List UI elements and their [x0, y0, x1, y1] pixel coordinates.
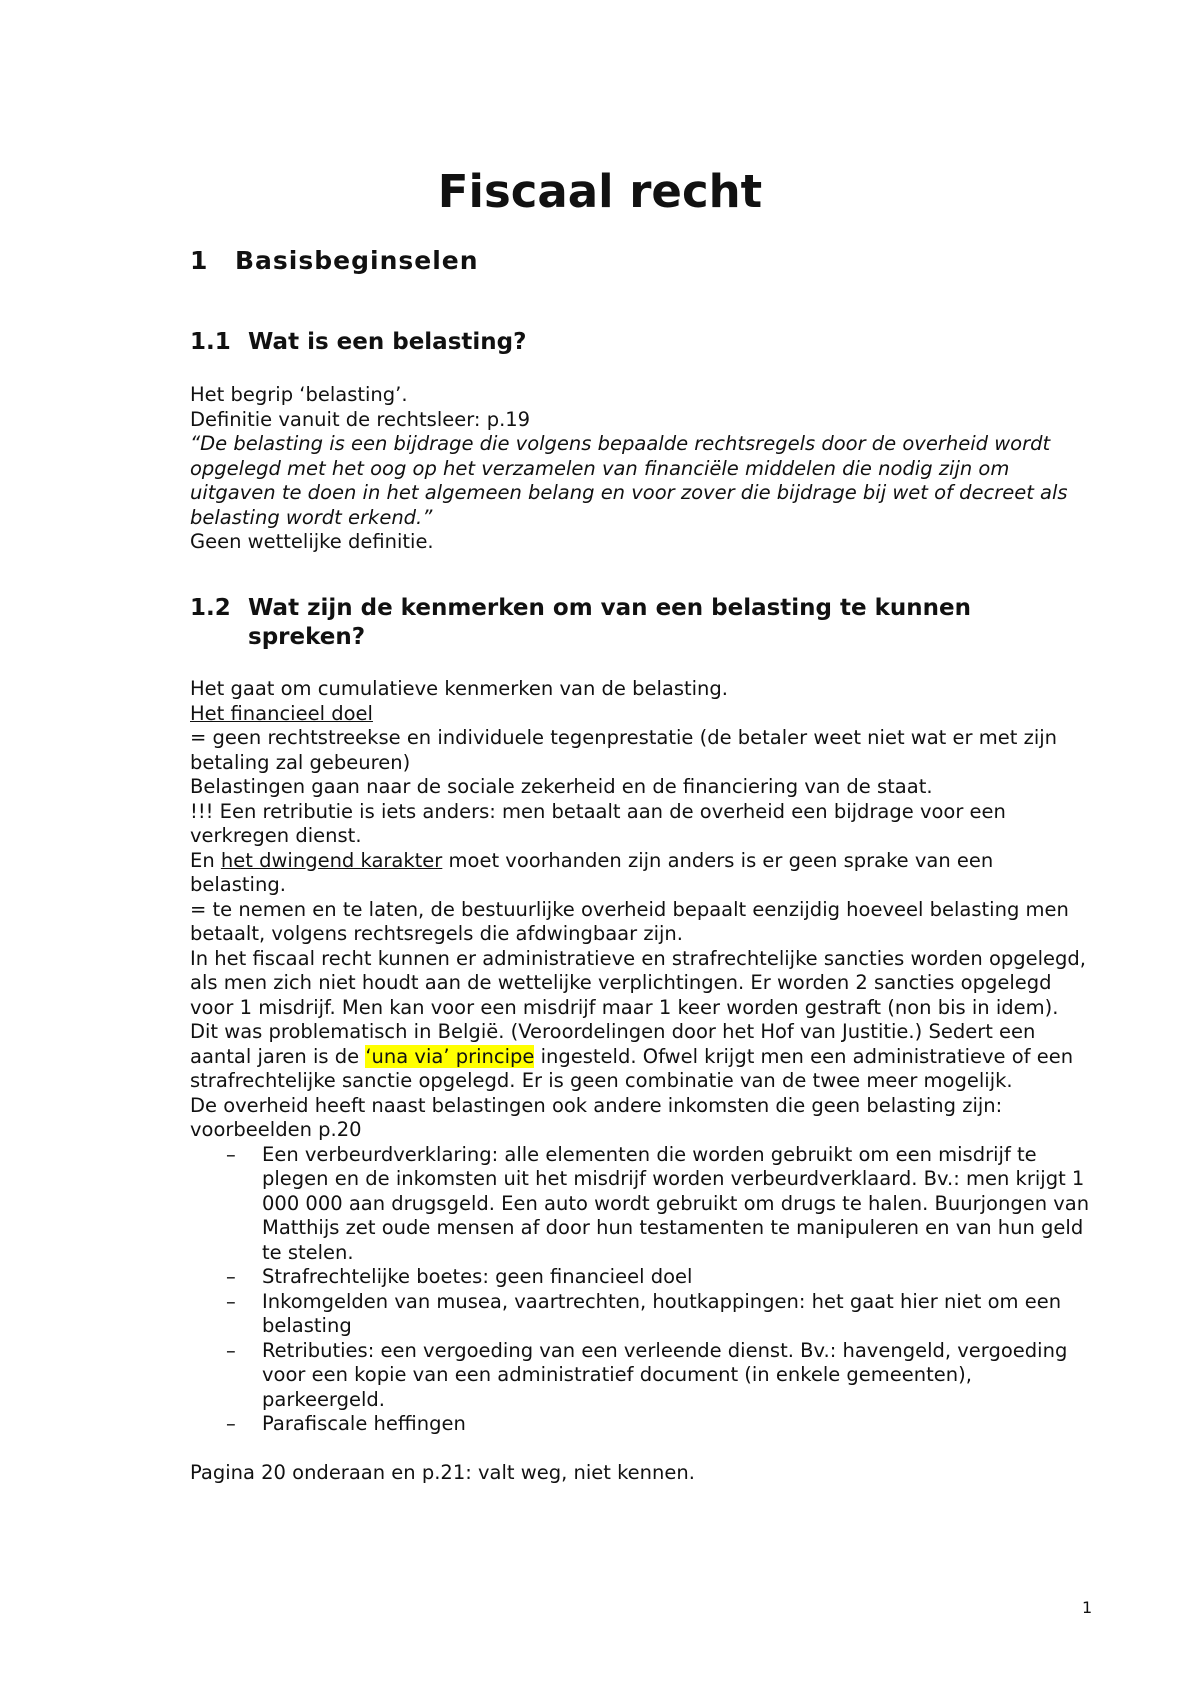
- dash-bullet: –: [226, 1338, 236, 1362]
- underlined-term: het dwingend karakter: [220, 848, 443, 872]
- highlighted-term: ‘una via’ principe: [365, 1044, 535, 1068]
- list-item-text: Een verbeurdverklaring: alle elementen die worden gebruikt om een misdrijf te plegen en de inkomsten uit het misdrijf worden verbeurdverklaard. Bv.: men krijgt 1 000 000 aan drugsgeld. Een auto wordt gebruikt om drugs te halen. Buurjongen van Matthijs zet oude mensen af door hun testamenten te manipuleren en van hun geld te stelen.: [262, 1142, 1090, 1264]
- text-run: In het fiscaal recht kunnen er administratieve en strafrechtelijke sancties worden opgelegd, als men zich niet houdt aan de wettelijke verplichtingen. Er worden 2 sancties opgelegd voor 1 misdrijf. Men kan voor een misdrijf maar 1 keer worden gestraft (non bis in idem). Dit was problematisch in België. (Veroordelingen door het Hof van Justitie.) Sedert een aantal jaren is de: [190, 946, 1087, 1068]
- section-1-2-body: [190, 677, 1090, 1485]
- list-item-text: Inkomgelden van musea, vaartrechten, houtkappingen: het gaat hier niet om een belasting: [262, 1289, 1062, 1337]
- paragraph: De overheid heeft naast belastingen ook andere inkomsten die geen belasting zijn: voorbeelden p.20: [190, 1093, 1003, 1141]
- section-number: 1.1: [190, 329, 231, 355]
- section-heading-1-1: [190, 328, 526, 357]
- dash-bullet: –: [226, 1265, 236, 1288]
- paragraph: Geen wettelijke definitie.: [190, 530, 434, 553]
- section-title-line1: Wat zijn de kenmerken om van een belasting te kunnen: [248, 595, 972, 621]
- section-title: Wat is een belasting?: [248, 329, 527, 355]
- text-run: ingesteld. Ofwel krijgt men een administratieve of een strafrechtelijke sanctie opgelegd. Er is geen combinatie van de twee meer mogelijk.: [190, 1044, 1074, 1092]
- section-1-1-body: [190, 383, 1090, 555]
- list-item: [190, 1290, 1090, 1339]
- list-item: [190, 1339, 1090, 1413]
- dash-bullet: –: [226, 1142, 236, 1166]
- text-run: En: [190, 848, 221, 872]
- section-number: 1.2: [190, 595, 231, 621]
- chapter-number: 1: [190, 246, 209, 275]
- chapter-heading: [190, 244, 479, 278]
- examples-list: [190, 1143, 1090, 1437]
- page-number: 1: [1082, 1598, 1093, 1617]
- paragraph: Het begrip ‘belasting’.: [190, 383, 408, 406]
- text-run: moet voorhanden zijn anders is er geen sprake van een belasting.: [190, 848, 994, 896]
- section-title-line2: spreken?: [248, 624, 366, 650]
- closing-note: Pagina 20 onderaan en p.21: valt weg, niet kennen.: [190, 1460, 695, 1484]
- paragraph: !!! Een retributie is iets anders: men betaalt aan de overheid een bijdrage voor een verkregen dienst.: [190, 799, 1006, 847]
- dash-bullet: –: [226, 1289, 236, 1313]
- paragraph: Belastingen gaan naar de sociale zekerheid en de financiering van de staat.: [190, 775, 933, 798]
- list-item: [190, 1412, 1090, 1437]
- paragraph: = geen rechtstreekse en individuele tegenprestatie (de betaler weet niet wat er met zijn betaling zal gebeuren): [190, 726, 1058, 774]
- list-item: [190, 1265, 1090, 1290]
- list-item: [190, 1143, 1090, 1266]
- list-item-text: Strafrechtelijke boetes: geen financieel doel: [262, 1265, 693, 1288]
- document-title: Fiscaal recht: [437, 165, 763, 218]
- paragraph: Definitie vanuit de rechtsleer: p.19: [190, 407, 531, 431]
- list-item-text: Parafiscale heffingen: [262, 1412, 466, 1435]
- paragraph: = te nemen en te laten, de bestuurlijke overheid bepaalt eenzijdig hoeveel belasting men betaalt, volgens rechtsregels die afdwingbaar zijn.: [190, 897, 1069, 945]
- chapter-title: Basisbeginselen: [235, 246, 479, 275]
- list-item-text: Retributies: een vergoeding van een verleende dienst. Bv.: havengeld, vergoeding voor een kopie van een administratief document (in enkele gemeenten), parkeergeld.: [262, 1338, 1068, 1411]
- underlined-term: Het financieel doel: [190, 701, 373, 725]
- section-heading-1-2: [190, 594, 971, 652]
- paragraph: [190, 849, 1090, 898]
- paragraph: Het gaat om cumulatieve kenmerken van de belasting.: [190, 677, 728, 700]
- dash-bullet: –: [226, 1412, 236, 1435]
- paragraph: [190, 947, 1090, 1094]
- definition-quote: “De belasting is een bijdrage die volgens bepaalde rechtsregels door de overheid wordt opgelegd met het oog op het verzamelen van financiële middelen die nodig zijn om uitgaven te doen in het algemeen belang en voor zover die bijdrage bij wet of decreet als belasting wordt erkend.”: [190, 432, 1068, 529]
